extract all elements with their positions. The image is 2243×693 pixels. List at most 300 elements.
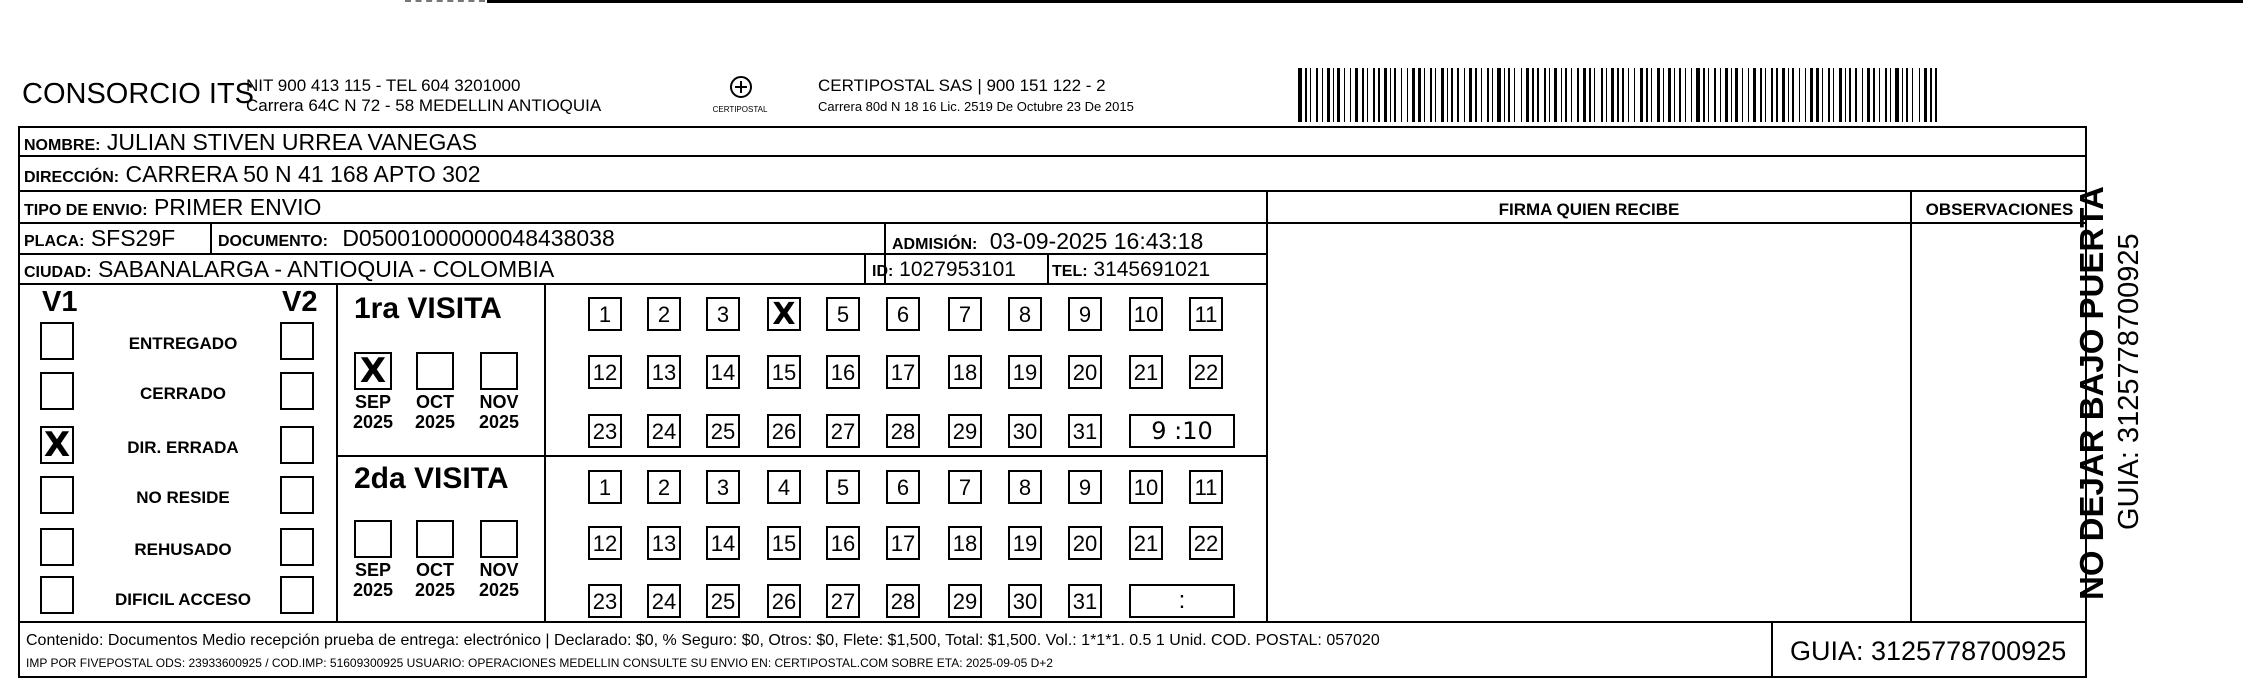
day-number: 9 [1078, 475, 1092, 500]
v1-checkbox-no-reside[interactable] [40, 476, 74, 514]
barcode-bar [1792, 68, 1794, 122]
barcode-bar [1696, 68, 1700, 122]
v2-checkbox-entregado[interactable] [280, 322, 314, 360]
company-nit: NIT 900 413 115 - TEL 604 3201000 [246, 76, 521, 95]
barcode-bar [1344, 68, 1345, 122]
visit2-day-23[interactable] [588, 584, 622, 618]
barcode-bar [1799, 68, 1800, 122]
day-number: 21 [1133, 360, 1159, 385]
barcode-bar [1378, 68, 1380, 122]
placa-row [24, 225, 175, 255]
barcode-bar [1401, 68, 1402, 122]
day-checkmark: X [772, 297, 796, 332]
barcode-bar [1322, 68, 1323, 122]
month-name: OCT [416, 560, 454, 580]
divider [544, 283, 546, 621]
visit1-time-box[interactable] [1129, 414, 1235, 448]
visit1-day-7[interactable] [948, 297, 982, 331]
visit1-day-4[interactable] [767, 297, 801, 331]
visit1-day-8[interactable] [1008, 297, 1042, 331]
day-number: 22 [1193, 360, 1219, 385]
visit2-month-oct-checkbox[interactable] [416, 520, 454, 558]
barcode-bar [1725, 68, 1728, 122]
visit1-month-sep-checkbox[interactable] [354, 352, 392, 390]
visit2-month-nov-label [474, 560, 524, 600]
barcode-bar [1475, 68, 1477, 122]
visit2-time-box[interactable] [1129, 584, 1235, 618]
barcode-bar [1906, 68, 1908, 122]
barcode-bar [1350, 68, 1351, 122]
barcode-bar [1810, 68, 1813, 122]
barcode-bar [1611, 68, 1614, 122]
barcode-bar [1298, 68, 1302, 122]
day-number: 14 [710, 531, 736, 556]
barcode-bar [1634, 68, 1635, 122]
barcode-bar [1890, 68, 1891, 122]
month-year: 2025 [478, 412, 520, 432]
visit2-day-31[interactable] [1068, 584, 1102, 618]
visit2-day-17[interactable] [886, 526, 920, 560]
barcode-bar [1833, 68, 1834, 122]
footer-imp: IMP POR FIVEPOSTAL ODS: 23933600925 / COD.IMP: 51609300925 USUARIO: OPERACIONES MEDELLIN CONSULTE SU ENVIO EN: CERTIPOSTAL.COM SOBRE ETA: 2025-09-05 D+2 [26, 656, 1053, 670]
documento-value: D05001000000048438038 [342, 225, 615, 251]
day-number: 15 [771, 531, 797, 556]
no-dejar-bajo-puerta: NO DEJAR BAJO PUERTA [2073, 186, 2110, 600]
placa-label: PLACA: [24, 233, 85, 250]
visit2-day-2[interactable] [647, 470, 681, 504]
divider [864, 253, 866, 283]
visit2-day-1[interactable] [588, 470, 622, 504]
visit2-month-nov-checkbox[interactable] [480, 520, 518, 558]
barcode-bar [1487, 68, 1489, 122]
barcode-bar [1879, 68, 1880, 122]
day-number: 25 [710, 419, 736, 444]
visit1-day-15[interactable] [767, 355, 801, 389]
visit2-day-6[interactable] [886, 470, 920, 504]
visit1-day-21[interactable] [1129, 355, 1163, 389]
day-number: 18 [952, 360, 978, 385]
day-number: 28 [890, 589, 916, 614]
visit2-day-24[interactable] [647, 584, 681, 618]
day-number: 13 [651, 531, 677, 556]
day-number: 29 [952, 589, 978, 614]
v2-checkbox-dir-errada[interactable] [280, 426, 314, 464]
day-number: 30 [1012, 419, 1038, 444]
visit1-month-oct-checkbox[interactable] [416, 352, 454, 390]
nombre-label: NOMBRE: [24, 137, 101, 154]
barcode-bar [1849, 68, 1851, 122]
visit2-day-28[interactable] [886, 584, 920, 618]
visit1-month-nov-checkbox[interactable] [480, 352, 518, 390]
visit2-month-sep-label [348, 560, 398, 600]
observaciones-header: OBSERVACIONES [1925, 200, 2074, 219]
barcode-bar [1935, 68, 1937, 122]
visit1-day-20[interactable] [1068, 355, 1102, 389]
day-number: 16 [830, 531, 856, 556]
visit2-day-4[interactable] [767, 470, 801, 504]
visit1-day-22[interactable] [1189, 355, 1223, 389]
visit1-day-2[interactable] [647, 297, 681, 331]
barcode-bar [1589, 68, 1591, 122]
visit1-day-9[interactable] [1068, 297, 1102, 331]
barcode-bar [1337, 68, 1340, 122]
barcode-bar [1805, 68, 1806, 122]
day-number: 8 [1018, 475, 1032, 500]
visit1-day-12[interactable] [588, 355, 622, 389]
month-checkmark: X [359, 351, 387, 391]
barcode-bar [1418, 68, 1421, 122]
visit1-day-6[interactable] [886, 297, 920, 331]
visit2-day-12[interactable] [588, 526, 622, 560]
barcode-bar [1390, 68, 1391, 122]
certipostal-line: CERTIPOSTAL SAS | 900 151 122 - 2 [818, 76, 1106, 95]
visit2-day-8[interactable] [1008, 470, 1042, 504]
admision-label: ADMISIÓN: [892, 236, 978, 253]
visit1-day-24[interactable] [647, 414, 681, 448]
barcode-bar [1867, 68, 1870, 122]
tel-label: TEL: [1052, 263, 1088, 280]
month-year: 2025 [414, 580, 456, 600]
v2-checkbox-cerrado[interactable] [280, 372, 314, 410]
status-label-dificil-acceso: DIFICIL ACCESO [114, 590, 251, 609]
month-year: 2025 [478, 580, 520, 600]
day-number: 7 [958, 475, 972, 500]
day-number: 3 [716, 302, 730, 327]
status-label-cerrado: CERRADO [140, 384, 226, 403]
status-label-entregado: ENTREGADO [128, 334, 238, 353]
visit1-day-3[interactable] [706, 297, 740, 331]
barcode-bar [1447, 68, 1448, 122]
month-year: 2025 [414, 412, 456, 432]
barcode-bar [1924, 68, 1927, 122]
barcode-bar [1514, 68, 1515, 122]
visit2-day-14[interactable] [706, 526, 740, 560]
tel-value: 3145691021 [1093, 258, 1211, 281]
barcode-bar [1384, 68, 1387, 122]
visit1-day-30[interactable] [1008, 414, 1042, 448]
visit1-day-31[interactable] [1068, 414, 1102, 448]
visit1-day-19[interactable] [1008, 355, 1042, 389]
barcode-bar [1760, 68, 1762, 122]
barcode-bar [1822, 68, 1823, 122]
barcode-bar [1554, 68, 1557, 122]
scan-marks [405, 0, 485, 4]
month-year: 2025 [352, 412, 394, 432]
visit2-day-11[interactable] [1189, 470, 1223, 504]
visit2-day-10[interactable] [1129, 470, 1163, 504]
day-number: 2 [657, 302, 671, 327]
visit2-day-30[interactable] [1008, 584, 1042, 618]
visit2-day-29[interactable] [948, 584, 982, 618]
visit2-day-27[interactable] [826, 584, 860, 618]
barcode-bar [1748, 68, 1749, 122]
day-number: 26 [771, 419, 797, 444]
second-visit-title: 2da VISITA [354, 462, 509, 495]
barcode-bar [1435, 68, 1436, 122]
visit2-day-25[interactable] [706, 584, 740, 618]
barcode-bar [1919, 68, 1920, 122]
v1-checkbox-cerrado[interactable] [40, 372, 74, 410]
barcode-bar [1617, 68, 1619, 122]
barcode-bar [1601, 68, 1603, 122]
day-number: 20 [1072, 360, 1098, 385]
day-number: 1 [598, 475, 612, 500]
visit1-day-5[interactable] [826, 297, 860, 331]
direccion-label: DIRECCIÓN: [24, 169, 120, 186]
barcode-bar [1497, 68, 1501, 122]
barcode-bar [1394, 68, 1396, 122]
v2-checkbox-rehusado[interactable] [280, 528, 314, 566]
barcode-bar [1469, 68, 1472, 122]
barcode-bar [1367, 68, 1368, 122]
barcode-bar [1873, 68, 1875, 122]
visit1-day-28[interactable] [886, 414, 920, 448]
visit2-day-20[interactable] [1068, 526, 1102, 560]
time-value: 9 :10 [1151, 417, 1213, 445]
visit1-day-11[interactable] [1189, 297, 1223, 331]
barcode-bar [1657, 68, 1660, 122]
admision-row [892, 228, 1203, 258]
ciudad-value: SABANALARGA - ANTIOQUIA - COLOMBIA [97, 256, 555, 282]
barcode-bar [1788, 68, 1789, 122]
day-number: 7 [958, 302, 972, 327]
barcode-bar [1855, 68, 1857, 122]
day-number: 19 [1012, 531, 1038, 556]
tipo-envio-label: TIPO DE ENVIO: [24, 202, 148, 219]
barcode-bar [1663, 68, 1664, 122]
day-number: 29 [952, 419, 978, 444]
visit1-day-16[interactable] [826, 355, 860, 389]
visit2-month-oct-label [410, 560, 460, 600]
barcode-bar [1451, 68, 1453, 122]
day-number: 27 [830, 589, 856, 614]
month-year: 2025 [352, 580, 394, 600]
v1-checkbox-dificil-acceso[interactable] [40, 576, 74, 614]
visit1-month-oct-label [410, 392, 460, 432]
company-name: CONSORCIO ITS [22, 78, 255, 110]
tipo-envio-value: PRIMER ENVIO [153, 194, 322, 220]
day-number: 23 [592, 589, 618, 614]
ciudad-label: CIUDAD: [24, 264, 92, 281]
top-edge-line [487, 0, 2243, 3]
day-number: 8 [1018, 302, 1032, 327]
barcode-bar [1565, 68, 1567, 122]
day-number: 13 [651, 360, 677, 385]
day-number: 12 [592, 360, 618, 385]
day-number: 24 [651, 419, 677, 444]
divider [1266, 222, 2087, 224]
barcode-bar [1544, 68, 1546, 122]
day-number: 30 [1012, 589, 1038, 614]
placa-value: SFS29F [90, 225, 176, 251]
company-address: Carrera 64C N 72 - 58 MEDELLIN ANTIOQUIA [246, 96, 602, 115]
barcode-bar [1549, 68, 1550, 122]
visit2-day-22[interactable] [1189, 526, 1223, 560]
visit1-day-13[interactable] [647, 355, 681, 389]
barcode-bar [1327, 68, 1330, 122]
firma-header: FIRMA QUIEN RECIBE [1498, 200, 1680, 219]
visit1-month-sep-label [348, 392, 398, 432]
day-number: 16 [830, 360, 856, 385]
visit1-day-26[interactable] [767, 414, 801, 448]
visit2-day-15[interactable] [767, 526, 801, 560]
barcode [1298, 68, 1938, 122]
day-number: 31 [1072, 419, 1098, 444]
month-name: NOV [479, 560, 519, 580]
divider [1266, 190, 1268, 621]
barcode-bar [1628, 68, 1629, 122]
barcode-bar [1441, 68, 1444, 122]
divider [18, 621, 2087, 623]
day-number: 2 [657, 475, 671, 500]
barcode-bar [1646, 68, 1648, 122]
day-number: 1 [598, 302, 612, 327]
barcode-bar [1828, 68, 1830, 122]
day-number: 6 [896, 475, 910, 500]
side-guia: GUIA: 3125778700925 [2113, 233, 2145, 530]
v1-checkbox-dir-errada[interactable] [40, 426, 74, 464]
visit2-day-16[interactable] [826, 526, 860, 560]
barcode-bar [1714, 68, 1716, 122]
barcode-bar [1333, 68, 1334, 122]
barcode-bar [1504, 68, 1505, 122]
barcode-bar [1561, 68, 1562, 122]
barcode-bar [1839, 68, 1842, 122]
barcode-bar [1526, 68, 1529, 122]
barcode-bar [1622, 68, 1624, 122]
divider [210, 222, 212, 253]
id-row [872, 257, 1016, 285]
v2-label: V2 [282, 286, 318, 318]
logo-caption: CERTIPOSTAL [712, 105, 768, 114]
status-label-dir-errada: DIR. ERRADA [127, 438, 239, 457]
id-value: 1027953101 [899, 258, 1016, 281]
visit2-day-18[interactable] [948, 526, 982, 560]
month-name: SEP [354, 560, 392, 580]
visit2-day-19[interactable] [1008, 526, 1042, 560]
barcode-bar [1577, 68, 1579, 122]
barcode-bar [1845, 68, 1846, 122]
visit1-day-29[interactable] [948, 414, 982, 448]
status-label-no-reside: NO RESIDE [136, 488, 230, 507]
barcode-bar [1508, 68, 1510, 122]
visit1-day-14[interactable] [706, 355, 740, 389]
barcode-bar [1679, 68, 1681, 122]
day-number: 11 [1194, 475, 1218, 500]
footer-guia: GUIA: 3125778700925 [1790, 636, 2067, 666]
v1-label: V1 [42, 286, 78, 318]
barcode-bar [1310, 68, 1311, 122]
v2-checkbox-no-reside[interactable] [280, 476, 314, 514]
visit2-day-9[interactable] [1068, 470, 1102, 504]
divider [1910, 190, 1912, 621]
day-number: 18 [952, 531, 978, 556]
barcode-bar [1537, 68, 1539, 122]
day-number: 23 [592, 419, 618, 444]
visit2-month-sep-checkbox[interactable] [354, 520, 392, 558]
ciudad-row [24, 256, 554, 286]
visit2-day-5[interactable] [826, 470, 860, 504]
visit2-day-7[interactable] [948, 470, 982, 504]
day-number: 5 [836, 302, 850, 327]
day-number: 15 [771, 360, 797, 385]
tipo-envio-row [24, 194, 321, 224]
v1-checkbox-entregado[interactable] [40, 322, 74, 360]
divider [336, 283, 338, 621]
visit2-day-21[interactable] [1129, 526, 1163, 560]
visit1-day-17[interactable] [886, 355, 920, 389]
barcode-bar [1373, 68, 1375, 122]
day-number: 4 [777, 475, 791, 500]
v1-checkbox-rehusado[interactable] [40, 528, 74, 566]
nombre-row [24, 129, 477, 159]
visit2-day-13[interactable] [647, 526, 681, 560]
barcode-bar [1720, 68, 1721, 122]
barcode-bar [1691, 68, 1692, 122]
day-number: 25 [710, 589, 736, 614]
day-number: 17 [890, 360, 916, 385]
visit1-day-27[interactable] [826, 414, 860, 448]
visit2-day-26[interactable] [767, 584, 801, 618]
barcode-bar [1674, 68, 1675, 122]
day-number: 14 [710, 360, 736, 385]
tel-row [1052, 257, 1210, 285]
day-number: 24 [651, 589, 677, 614]
day-number: 19 [1012, 360, 1038, 385]
visit2-day-3[interactable] [706, 470, 740, 504]
barcode-bar [1885, 68, 1887, 122]
v1-checkmark: X [43, 425, 71, 465]
barcode-bar [1776, 68, 1778, 122]
barcode-bar [1930, 68, 1932, 122]
barcode-bar [1765, 68, 1766, 122]
barcode-bar [1782, 68, 1785, 122]
barcode-bar [1895, 68, 1899, 122]
barcode-bar [1457, 68, 1459, 122]
day-number: 21 [1133, 531, 1159, 556]
barcode-bar [1651, 68, 1652, 122]
barcode-bar [1521, 68, 1522, 122]
barcode-bar [1412, 68, 1415, 122]
visit1-day-1[interactable] [588, 297, 622, 331]
barcode-bar [1430, 68, 1432, 122]
barcode-bar [1685, 68, 1686, 122]
visit1-day-23[interactable] [588, 414, 622, 448]
day-number: 22 [1193, 531, 1219, 556]
visit1-day-10[interactable] [1129, 297, 1163, 331]
day-number: 31 [1072, 589, 1098, 614]
barcode-bar [1481, 68, 1482, 122]
barcode-bar [1902, 68, 1903, 122]
day-number: 28 [890, 419, 916, 444]
visit1-month-nov-label [474, 392, 524, 432]
barcode-bar [1640, 68, 1643, 122]
id-label: ID: [872, 263, 894, 280]
month-name: OCT [416, 392, 454, 412]
day-number: 5 [836, 475, 850, 500]
barcode-bar [1424, 68, 1425, 122]
barcode-bar [1606, 68, 1607, 122]
day-number: 3 [716, 475, 730, 500]
barcode-bar [1731, 68, 1732, 122]
license-line: Carrera 80d N 18 16 Lic. 2519 De Octubre 23 De 2015 [818, 99, 1134, 114]
day-number: 26 [771, 589, 797, 614]
v2-checkbox-dificil-acceso[interactable] [280, 576, 314, 614]
status-label-rehusado: REHUSADO [134, 540, 232, 559]
visit1-day-18[interactable] [948, 355, 982, 389]
barcode-bar [1816, 68, 1819, 122]
visit1-day-25[interactable] [706, 414, 740, 448]
